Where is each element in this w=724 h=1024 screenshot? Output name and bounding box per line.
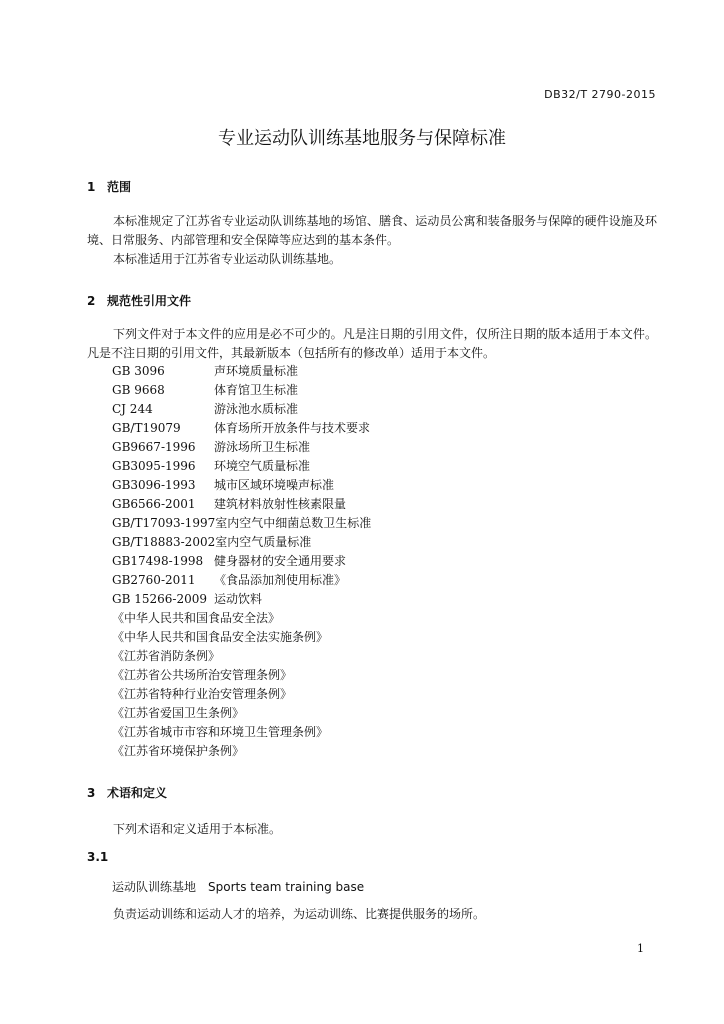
reference-title: 城市区域环境噪声标准 bbox=[214, 478, 335, 492]
section-1-paragraph-1: 本标准规定了江苏省专业运动队训练基地的场馆、膳食、运动员公寓和装备服务与保障的硬件设施及环境、日常服务、内部管理和安全保障等应达到的基本条件。 bbox=[87, 214, 657, 247]
reference-item bbox=[112, 590, 371, 609]
reference-code: CJ 244 bbox=[112, 402, 153, 416]
reference-item bbox=[112, 400, 371, 419]
reference-title: 体育场所开放条件与技术要求 bbox=[214, 421, 371, 435]
page-number: 1 bbox=[637, 942, 644, 955]
term-definition: 负责运动训练和运动人才的培养，为运动训练、比赛提供服务的场所。 bbox=[113, 907, 486, 921]
reference-title: 游泳池水质标准 bbox=[214, 402, 299, 416]
reference-code: 《中华人民共和国食品安全法实施条例》 bbox=[112, 630, 329, 644]
reference-title: 体育馆卫生标准 bbox=[214, 383, 299, 397]
reference-code: 《中华人民共和国食品安全法》 bbox=[112, 611, 281, 625]
reference-code: 《江苏省特种行业治安管理条例》 bbox=[112, 687, 293, 701]
reference-code: GB17498-1998 bbox=[112, 554, 204, 568]
reference-title: 运动饮料 bbox=[214, 592, 263, 606]
reference-item bbox=[112, 533, 371, 552]
reference-title: 健身器材的安全通用要求 bbox=[214, 554, 347, 568]
reference-code: GB 9668 bbox=[112, 383, 165, 397]
reference-item bbox=[112, 457, 371, 476]
section-2-heading bbox=[87, 292, 191, 309]
reference-item bbox=[112, 609, 371, 628]
reference-item bbox=[112, 742, 371, 761]
reference-code: GB/T19079 bbox=[112, 421, 181, 435]
reference-item bbox=[112, 704, 371, 723]
reference-code: GB2760-2011 bbox=[112, 573, 196, 587]
term-entry bbox=[112, 878, 364, 895]
reference-item bbox=[112, 362, 371, 381]
reference-code: 《江苏省城市市容和环境卫生管理条例》 bbox=[112, 725, 329, 739]
reference-code: GB3096-1993 bbox=[112, 478, 196, 492]
reference-code: GB9667-1996 bbox=[112, 440, 196, 454]
reference-title: 室内空气质量标准 bbox=[215, 535, 312, 549]
reference-code: 《江苏省环境保护条例》 bbox=[112, 744, 245, 758]
reference-code: GB 3096 bbox=[112, 364, 165, 378]
section-title: 规范性引用文件 bbox=[107, 294, 192, 308]
reference-title: 环境空气质量标准 bbox=[214, 459, 311, 473]
section-number: 1 bbox=[87, 180, 96, 194]
reference-title: 建筑材料放射性核素限量 bbox=[214, 497, 347, 511]
document-title: 专业运动队训练基地服务与保障标准 bbox=[218, 128, 506, 149]
section-2-intro: 下列文件对于本文件的应用是必不可少的。凡是注日期的引用文件，仅所注日期的版本适用于本文件。凡是不注日期的引用文件，其最新版本（包括所有的修改单）适用于本文件。 bbox=[87, 327, 657, 360]
section-1-heading bbox=[87, 178, 131, 195]
reference-item bbox=[112, 438, 371, 457]
reference-title: 室内空气中细菌总数卫生标准 bbox=[215, 516, 372, 530]
reference-code: GB3095-1996 bbox=[112, 459, 196, 473]
reference-item bbox=[112, 628, 371, 647]
reference-item bbox=[112, 723, 371, 742]
reference-item bbox=[112, 647, 371, 666]
document-number: DB32/T 2790-2015 bbox=[544, 88, 656, 101]
reference-code: 《江苏省消防条例》 bbox=[112, 649, 221, 663]
reference-code: GB/T17093-1997 bbox=[112, 516, 216, 530]
reference-item bbox=[112, 571, 371, 590]
reference-item bbox=[112, 666, 371, 685]
section-number: 2 bbox=[87, 294, 96, 308]
reference-item bbox=[112, 419, 371, 438]
section-title: 术语和定义 bbox=[107, 786, 168, 800]
reference-item bbox=[112, 514, 371, 533]
reference-item bbox=[112, 552, 371, 571]
subsection-number: 3.1 bbox=[87, 850, 109, 864]
reference-item bbox=[112, 381, 371, 400]
reference-title: 《食品添加剂使用标准》 bbox=[214, 573, 347, 587]
section-3-intro: 下列术语和定义适用于本标准。 bbox=[113, 822, 282, 836]
term-english: Sports team training base bbox=[208, 880, 365, 894]
reference-list bbox=[112, 362, 371, 761]
section-3-heading bbox=[87, 784, 167, 801]
reference-code: GB/T18883-2002 bbox=[112, 535, 216, 549]
reference-code: GB 15266-2009 bbox=[112, 592, 207, 606]
section-title: 范围 bbox=[107, 180, 132, 194]
reference-title: 游泳场所卫生标准 bbox=[214, 440, 311, 454]
reference-code: 《江苏省爱国卫生条例》 bbox=[112, 706, 245, 720]
reference-title: 声环境质量标准 bbox=[214, 364, 299, 378]
reference-code: 《江苏省公共场所治安管理条例》 bbox=[112, 668, 293, 682]
reference-item bbox=[112, 495, 371, 514]
section-1-paragraph-2: 本标准适用于江苏省专业运动队训练基地。 bbox=[113, 252, 342, 266]
term-chinese: 运动队训练基地 bbox=[112, 880, 197, 894]
section-number: 3 bbox=[87, 786, 96, 800]
reference-code: GB6566-2001 bbox=[112, 497, 196, 511]
reference-item bbox=[112, 476, 371, 495]
reference-item bbox=[112, 685, 371, 704]
